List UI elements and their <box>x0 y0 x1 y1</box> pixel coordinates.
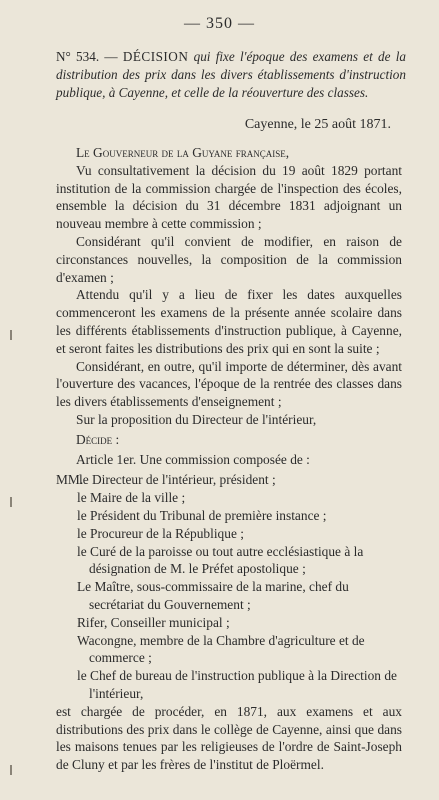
list-item: le Curé de la paroisse ou tout autre ecclésiastique à la désignation de M. le Préfet apostolique ; <box>77 543 364 577</box>
paragraph: Sur la proposition du Directeur de l'intérieur, <box>76 411 317 427</box>
list-item: Le Maître, sous-commissaire de la marine, chef du secrétariat du Gouvernement ; <box>77 579 349 612</box>
decision-number: N° 534. <box>56 49 100 64</box>
closing-paragraph: est chargée de procéder, en 1871, aux examens et aux distributions des prix dans le collège de Cayenne, ainsi que dans les maisons tenues par les religieuses de l'ordre de Saint-Joseph de Cluny et par les frères de l'institut de Ploërmel. <box>56 703 402 773</box>
list-item: le Procureur de la République ; <box>77 525 244 541</box>
decide-label: Décide : <box>76 431 120 447</box>
article-label: Article 1er. <box>76 451 137 467</box>
margin-mark <box>10 330 12 340</box>
list-item: Rifer, Conseiller municipal ; <box>77 614 230 630</box>
list-item: le Chef de bureau de l'instruction publique à la Direction de l'intérieur, <box>77 668 397 701</box>
page-number: — 350 — <box>184 15 255 32</box>
decision-title: qui fixe l'époque des examens et de la distribution des prix dans les divers établissements d'instruction publique, à Cayenne, et celle de la réouverture des classes. <box>56 49 406 100</box>
article-1 <box>56 451 402 469</box>
decision-heading <box>56 48 406 102</box>
members-list <box>56 471 402 702</box>
margin-mark <box>10 765 12 775</box>
document-body <box>56 144 402 774</box>
list-item: le Maire de la ville ; <box>77 490 186 506</box>
decision-label: DÉCISION <box>122 49 189 64</box>
heading-dash: — <box>99 49 123 64</box>
governor-line: Le Gouverneur de la Guyane française, <box>76 145 290 160</box>
margin-mark <box>10 497 12 507</box>
list-item: MM.le Directeur de l'intérieur, président ; <box>56 472 276 488</box>
members-prefix: MM. <box>56 472 84 488</box>
paragraph: Vu consultativement la décision du 19 août 1829 portant institution de la commission chargée de l'inspection des écoles, ensemble la décision du 31 décembre 1831 adjoignant un nouveau membre à cette commission ; <box>56 162 402 232</box>
paragraph: Considérant qu'il convient de modifier, en raison de circonstances nouvelles, la composition de la commission d'examen ; <box>56 233 402 285</box>
paragraph: Considérant, en outre, qu'il importe de déterminer, dès avant l'ouverture des vacances, l'époque de la rentrée des classes dans les divers établissements d'enseignement ; <box>56 358 402 410</box>
article-text: Une commission composée de : <box>136 451 310 467</box>
list-item: le Président du Tribunal de première instance ; <box>77 507 327 523</box>
decision-date: Cayenne, le 25 août 1871. <box>244 117 391 132</box>
list-item: Wacongne, membre de la Chambre d'agriculture et de commerce ; <box>77 632 365 666</box>
paragraph: Attendu qu'il y a lieu de fixer les dates auxquelles commenceront les examens de la présente année scolaire dans les différents établissements d'instruction publique, à Cayenne, et seront faites les distributions des prix qui en sont la suite ; <box>56 287 402 356</box>
